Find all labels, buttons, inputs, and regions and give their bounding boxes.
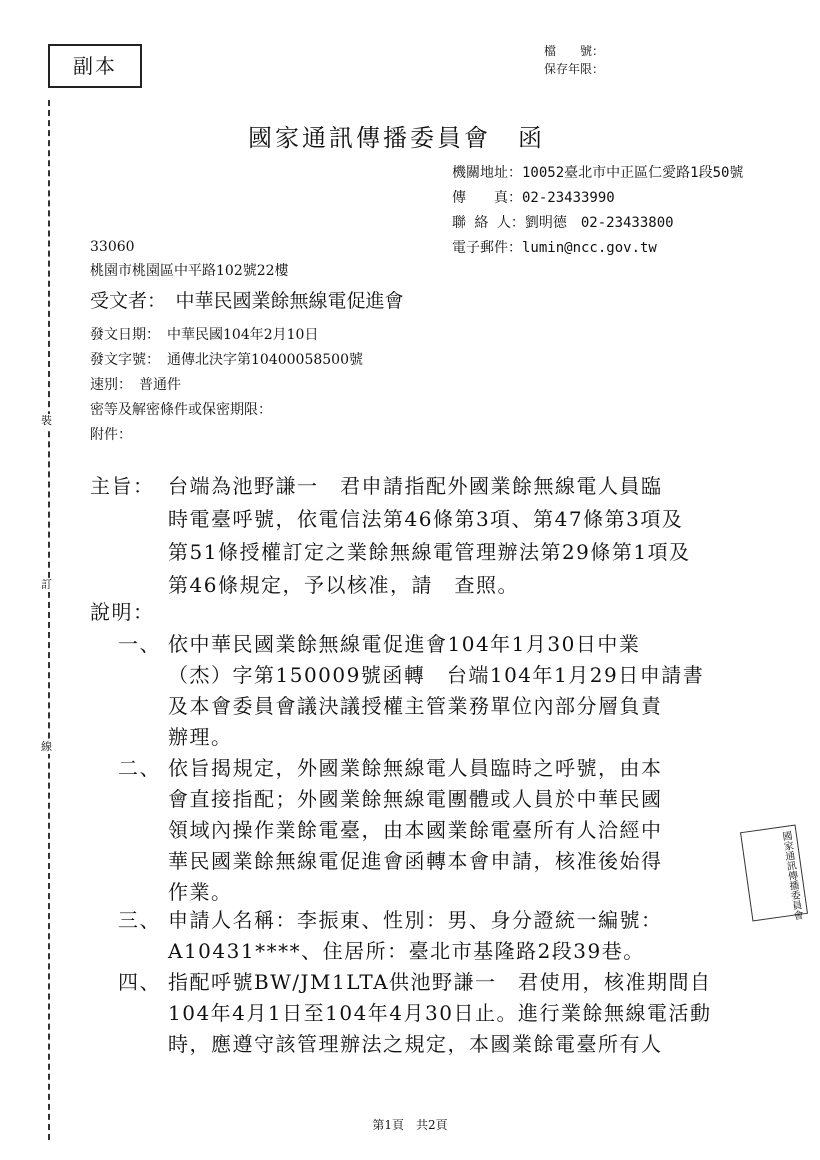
page-number: 第1頁 共2頁 — [372, 1118, 448, 1132]
item-line: 領域內操作業餘電臺，由本國業餘電臺所有人洽經中 — [168, 818, 663, 842]
sender-address: 機關地址：10052臺北市中正區仁愛路1段50號 — [452, 165, 744, 181]
recipient-address: 桃園市桃園區中平路102號22樓 — [90, 263, 289, 279]
item-number: 三、 — [118, 908, 161, 932]
item-line: 辦理。 — [168, 725, 233, 749]
item-line: （杰）字第150009號函轉 台端104年1月29日申請書 — [168, 663, 705, 687]
item-line: 104年4月1日至104年4月30日止。進行業餘無線電活動 — [168, 1001, 712, 1025]
item-line: 華民國業餘無線電促進會函轉本會申請，核准後始得 — [168, 849, 663, 873]
item-number: 一、 — [118, 632, 161, 656]
sender-email: 電子郵件：lumin@ncc.gov.tw — [452, 240, 657, 256]
attachments: 附件： — [90, 427, 132, 443]
sender-fax: 傳 真：02-23433990 — [452, 190, 615, 206]
item-line: 依中華民國業餘無線電促進會104年1月30日中業 — [168, 632, 641, 656]
item-line: 依旨揭規定，外國業餘無線電人員臨時之呼號，由本 — [168, 756, 663, 780]
item-number: 二、 — [118, 756, 161, 780]
copy-stamp: 副本 — [48, 44, 142, 88]
speed-class: 速別： 普通件 — [90, 377, 181, 393]
issue-date: 發文日期： 中華民國104年2月10日 — [90, 327, 319, 343]
binding-line — [48, 100, 50, 1140]
item-line: 作業。 — [168, 880, 233, 904]
item-line: 申請人名稱：李振東、性別：男、身分證統一編號： — [168, 908, 663, 932]
item-line: 時，應遵守該管理辦法之規定，本國業餘電臺所有人 — [168, 1032, 663, 1056]
issue-number: 發文字號： 通傳北決字第10400058500號 — [90, 352, 363, 368]
secrecy-level: 密等及解密條件或保密期限： — [90, 402, 272, 418]
subject-label: 主旨： — [90, 474, 155, 498]
agency-seal: 國家通訊傳播委員會 — [740, 825, 808, 922]
subject-line: 台端為池野謙一 君申請指配外國業餘無線電人員臨 — [168, 474, 663, 498]
explanation-label: 說明： — [90, 600, 155, 624]
item-line: 會直接指配；外國業餘無線電團體或人員於中華民國 — [168, 787, 663, 811]
subject-line: 第51條授權訂定之業餘無線電管理辦法第29條第1項及 — [168, 540, 691, 564]
document-title: 國家通訊傳播委員會 函 — [248, 124, 545, 152]
file-number-label: 檔 號： — [544, 44, 605, 58]
item-number: 四、 — [118, 970, 161, 994]
subject-line: 時電臺呼號，依電信法第46條第3項、第47條第3項及 — [168, 507, 684, 531]
item-line: 指配呼號BW/JM1LTA供池野謙一 君使用，核准期間自 — [168, 970, 712, 994]
recipient: 受文者： 中華民國業餘無線電促進會 — [90, 290, 404, 312]
sender-contact: 聯 絡 人：劉明德 02-23433800 — [452, 215, 674, 231]
recipient-postal-code: 33060 — [90, 239, 135, 255]
binding-char-ding: 訂 — [41, 578, 52, 591]
binding-char-xian: 線 — [41, 740, 52, 753]
binding-char-zhuang: 裝 — [41, 414, 52, 427]
subject-line: 第46條規定，予以核准，請 查照。 — [168, 573, 519, 597]
item-line: A10431****、住居所：臺北市基隆路2段39巷。 — [168, 939, 645, 963]
item-line: 及本會委員會議決議授權主管業務單位內部分層負責 — [168, 694, 663, 718]
retention-period-label: 保存年限： — [544, 62, 605, 76]
